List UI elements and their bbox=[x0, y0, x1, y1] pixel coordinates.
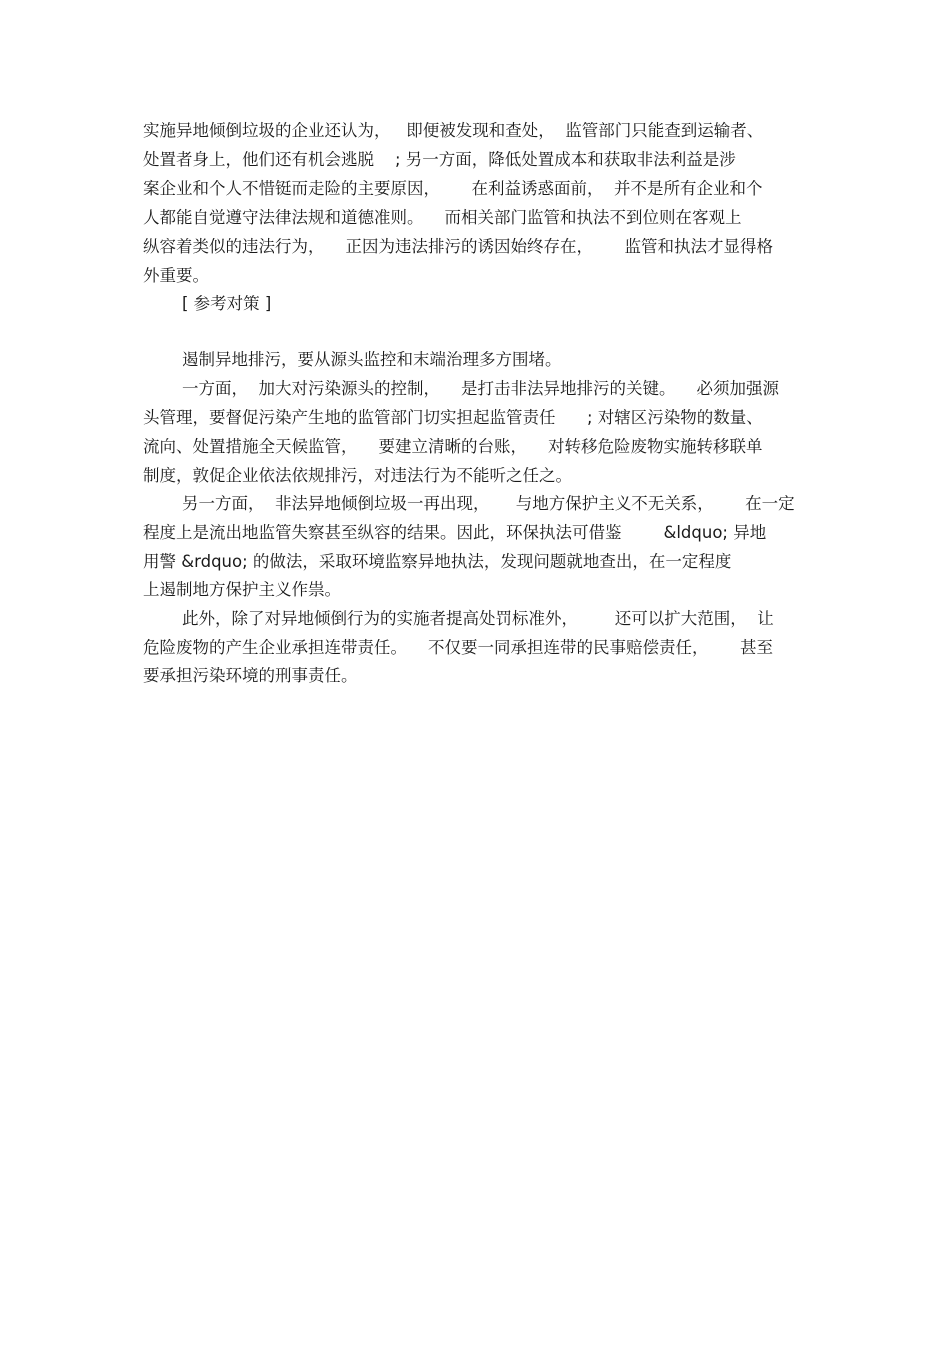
paragraph-1-line-3: 案企业和个人不惜铤而走险的主要原因， 在利益诱惑面前， 并不是所有企业和个 bbox=[143, 179, 763, 198]
paragraph-4-line-3: 用警 &rdquo; 的做法，采取环境监察异地执法，发现问题就地查出，在一定程度 bbox=[143, 552, 732, 571]
paragraph-5-line-2: 危险废物的产生企业承担连带责任。 不仅要一同承担连带的民事赔偿责任， 甚至 bbox=[143, 638, 773, 657]
paragraph-3-line-3: 流向、处置措施全天候监管， 要建立清晰的台账， 对转移危险废物实施转移联单 bbox=[143, 437, 763, 456]
paragraph-5-line-1: 此外，除了对异地倾倒行为的实施者提高处罚标准外， 还可以扩大范围， 让 bbox=[182, 609, 774, 628]
paragraph-4-line-2: 程度上是流出地监管失察甚至纵容的结果。因此，环保执法可借鉴 &ldquo; 异地 bbox=[143, 523, 767, 542]
paragraph-3-line-1: 一方面， 加大对污染源头的控制， 是打击非法异地排污的关键。 必须加强源 bbox=[182, 379, 779, 398]
paragraph-1-line-4: 人都能自觉遵守法律法规和道德准则。 而相关部门监管和执法不到位则在客观上 bbox=[143, 208, 742, 227]
paragraph-1-line-1: 实施异地倾倒垃圾的企业还认为， 即便被发现和查处， 监管部门只能查到运输者、 bbox=[143, 121, 764, 140]
paragraph-1-line-2: 处置者身上，他们还有机会逃脱 ; 另一方面，降低处置成本和获取非法利益是涉 bbox=[143, 150, 736, 169]
paragraph-4-line-4: 上遏制地方保护主义作祟。 bbox=[143, 580, 341, 599]
paragraph-2-line-1: 遏制异地排污，要从源头监控和末端治理多方围堵。 bbox=[182, 350, 562, 369]
paragraph-1-line-5: 纵容着类似的违法行为， 正因为违法排污的诱因始终存在， 监管和执法才显得格 bbox=[143, 237, 773, 256]
paragraph-4-line-1: 另一方面， 非法异地倾倒垃圾一再出现， 与地方保护主义不无关系， 在一定 bbox=[182, 494, 795, 513]
paragraph-1-line-6: 外重要。 bbox=[143, 266, 209, 285]
paragraph-3-line-2: 头管理，要督促污染产生地的监管部门切实担起监管责任 ; 对辖区污染物的数量、 bbox=[143, 408, 763, 427]
section-heading: [ 参考对策 ] bbox=[182, 294, 272, 313]
paragraph-5-line-3: 要承担污染环境的刑事责任。 bbox=[143, 666, 358, 685]
paragraph-3-line-4: 制度，敦促企业依法依规排污，对违法行为不能听之任之。 bbox=[143, 466, 572, 485]
